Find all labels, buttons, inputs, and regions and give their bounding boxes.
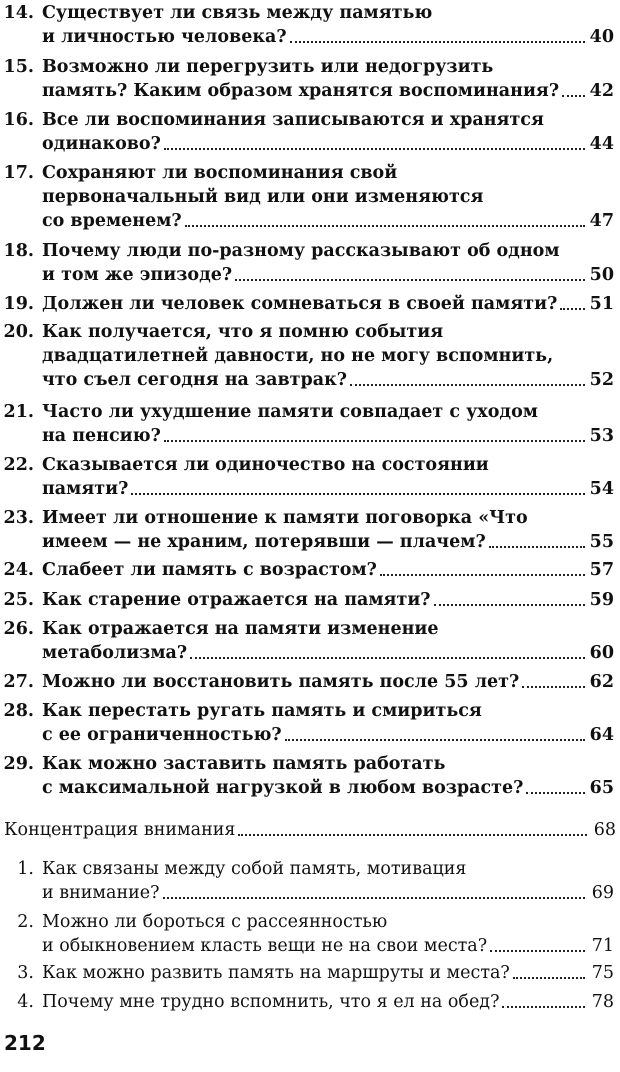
entry-title-text: Как связаны между собой память, мотивация xyxy=(42,859,467,879)
dot-leader xyxy=(238,834,587,836)
toc-entry xyxy=(0,910,614,958)
entry-number: 27. xyxy=(3,672,34,692)
dot-leader xyxy=(290,41,585,43)
dot-leader xyxy=(489,546,585,548)
entry-page-number: 62 xyxy=(589,672,614,692)
toc-entry-line xyxy=(0,670,614,694)
entry-title-text: Как получается, что я помню события xyxy=(42,322,444,342)
section-page-number: 68 xyxy=(593,820,616,840)
entry-number: 17. xyxy=(3,163,34,183)
toc-entry xyxy=(0,55,614,103)
dot-leader xyxy=(185,225,585,227)
entry-number: 22. xyxy=(3,455,34,475)
dot-leader xyxy=(502,1006,585,1008)
entry-page-number: 51 xyxy=(589,294,614,314)
toc-entry-line xyxy=(0,263,614,287)
entry-title-text: одинаково? xyxy=(42,134,161,154)
entry-title-text: с ее ограниченностью? xyxy=(42,725,282,745)
toc-entry-line xyxy=(0,239,614,263)
entry-page-number: 69 xyxy=(591,883,614,903)
toc-entry-line xyxy=(0,185,614,209)
dot-leader xyxy=(380,574,585,576)
entry-title-text: Почему люди по-разному рассказывают об одном xyxy=(42,241,560,261)
toc-entry-line xyxy=(0,453,614,477)
entry-title-text: Сказывается ли одиночество на состоянии xyxy=(42,455,489,475)
dot-leader xyxy=(434,604,585,606)
entry-page-number: 78 xyxy=(591,992,614,1012)
entry-title-text: метаболизма? xyxy=(42,643,188,663)
entry-title-text: Существует ли связь между памятью xyxy=(42,3,433,23)
entry-title-text: и обыкновением класть вещи не на свои места? xyxy=(42,936,488,956)
toc-entry xyxy=(0,108,614,156)
entry-title-text: Можно ли восстановить память после 55 лет? xyxy=(42,672,520,692)
entry-page-number: 75 xyxy=(591,963,614,983)
entry-number: 25. xyxy=(3,590,34,610)
dot-leader xyxy=(522,686,585,688)
toc-entry-line xyxy=(0,530,614,554)
entry-page-number: 44 xyxy=(589,134,614,154)
entry-number: 29. xyxy=(3,754,34,774)
toc-entry-line xyxy=(0,961,614,985)
toc-entry-line xyxy=(0,344,614,368)
entry-number: 3. xyxy=(17,963,34,983)
dot-leader xyxy=(190,657,585,659)
entry-title-text: Как можно заставить память работать xyxy=(42,754,446,774)
toc-entry-line xyxy=(0,132,614,156)
entry-page-number: 53 xyxy=(589,426,614,446)
toc-entry-line xyxy=(0,641,614,665)
toc-entry-line xyxy=(0,558,614,582)
entry-page-number: 55 xyxy=(589,532,614,552)
toc-entry-line xyxy=(0,617,614,641)
dot-leader xyxy=(560,308,585,310)
entry-number: 21. xyxy=(3,402,34,422)
entry-page-number: 59 xyxy=(589,590,614,610)
entry-title-text: память? Каким образом хранятся воспоминания? xyxy=(42,81,560,101)
dot-leader xyxy=(131,493,585,495)
toc-entry-line xyxy=(0,25,614,49)
toc-entry-line xyxy=(0,320,614,344)
entry-page-number: 50 xyxy=(589,265,614,285)
entry-page-number: 54 xyxy=(589,479,614,499)
entry-title-text: и внимание? xyxy=(42,883,160,903)
entry-page-number: 65 xyxy=(589,778,614,798)
toc-entry-line xyxy=(0,752,614,776)
dot-leader xyxy=(562,95,585,97)
toc-entry-line xyxy=(0,400,614,424)
entry-title-text: с максимальной нагрузкой в любом возрасте? xyxy=(42,778,524,798)
dot-leader xyxy=(235,279,585,281)
toc-entry xyxy=(0,961,614,985)
toc-entry-line xyxy=(0,723,614,747)
toc-entry-line xyxy=(0,161,614,185)
toc-entry xyxy=(0,161,614,233)
entry-number: 26. xyxy=(3,619,34,639)
toc-entry-line xyxy=(0,699,614,723)
entry-number: 2. xyxy=(17,912,34,932)
entry-page-number: 40 xyxy=(589,27,614,47)
entry-page-number: 71 xyxy=(591,936,614,956)
entry-title-text: Часто ли ухудшение памяти совпадает с уходом xyxy=(42,402,538,422)
toc-entry xyxy=(0,453,614,501)
entry-page-number: 47 xyxy=(589,211,614,231)
entry-title-text: Слабеет ли память с возрастом? xyxy=(42,560,377,580)
entry-number: 28. xyxy=(3,701,34,721)
toc-entry-line xyxy=(0,108,614,132)
entry-title-text: со временем? xyxy=(42,211,182,231)
entry-title-text: Сохраняют ли воспоминания свой xyxy=(42,163,398,183)
toc-entry xyxy=(0,558,614,582)
entry-number: 1. xyxy=(17,859,34,879)
entry-title-text: Имеет ли отношение к памяти поговорка «Что xyxy=(42,508,528,528)
toc-entry-line xyxy=(0,857,614,881)
entry-page-number: 42 xyxy=(589,81,614,101)
toc-entry xyxy=(0,506,614,554)
toc-entry xyxy=(0,699,614,747)
toc-entry-line xyxy=(0,506,614,530)
toc-entry xyxy=(0,292,614,316)
entry-page-number: 57 xyxy=(589,560,614,580)
entry-title-text: Возможно ли перегрузить или недогрузить xyxy=(42,57,494,77)
toc-entry xyxy=(0,990,614,1014)
entry-title-text: двадцатилетней давности, но не могу вспомнить, xyxy=(42,346,554,366)
entry-page-number: 64 xyxy=(589,725,614,745)
entry-number: 15. xyxy=(3,57,34,77)
toc-entry-line xyxy=(0,1,614,25)
toc-entry-line xyxy=(0,368,614,392)
entry-title-text: Как перестать ругать память и смириться xyxy=(42,701,482,721)
entry-title-text: памяти? xyxy=(42,479,129,499)
entry-number: 20. xyxy=(3,322,34,342)
entry-number: 14. xyxy=(3,3,34,23)
toc-entry-line xyxy=(0,292,614,316)
dot-leader xyxy=(526,792,585,794)
toc-entry xyxy=(0,320,614,392)
entry-number: 19. xyxy=(3,294,34,314)
dot-leader xyxy=(285,739,585,741)
toc-entry xyxy=(0,239,614,287)
entry-page-number: 52 xyxy=(589,370,614,390)
toc-entry-line xyxy=(0,424,614,448)
dot-leader xyxy=(513,977,585,979)
toc-entry-line xyxy=(0,776,614,800)
entry-title-text: имеем — не храним, потерявши — плачем? xyxy=(42,532,486,552)
dot-leader xyxy=(164,440,585,442)
toc-entry-line xyxy=(0,881,614,905)
toc-entry-line xyxy=(0,55,614,79)
dot-leader xyxy=(350,384,585,386)
entry-number: 4. xyxy=(17,992,34,1012)
toc-entry xyxy=(0,857,614,905)
entry-title-text: на пенсию? xyxy=(42,426,161,446)
dot-leader xyxy=(164,148,585,150)
section-heading xyxy=(4,818,616,842)
entry-title-text: Как можно развить память на маршруты и места? xyxy=(42,963,510,983)
entry-title-text: первоначальный вид или они изменяются xyxy=(42,187,484,207)
toc-entry xyxy=(0,588,614,612)
entry-page-number: 60 xyxy=(589,643,614,663)
toc-entry-line xyxy=(0,209,614,233)
toc-entry xyxy=(0,1,614,49)
toc-entry-line xyxy=(0,990,614,1014)
entry-number: 23. xyxy=(3,508,34,528)
entry-number: 24. xyxy=(3,560,34,580)
entry-title-text: что съел сегодня на завтрак? xyxy=(42,370,347,390)
toc-entry xyxy=(0,617,614,665)
toc-entry-line xyxy=(0,588,614,612)
section-title: Концентрация внимания xyxy=(4,820,236,840)
entry-number: 18. xyxy=(3,241,34,261)
toc-entry xyxy=(0,670,614,694)
entry-title-text: Как старение отражается на памяти? xyxy=(42,590,431,610)
entry-title-text: и том же эпизоде? xyxy=(42,265,233,285)
toc-entry xyxy=(0,752,614,800)
toc-entry xyxy=(0,400,614,448)
entry-title-text: Должен ли человек сомневаться в своей памяти? xyxy=(42,294,558,314)
entry-number: 16. xyxy=(3,110,34,130)
toc-entry-line xyxy=(0,79,614,103)
toc-entry-line xyxy=(0,477,614,501)
entry-title-text: Почему мне трудно вспомнить, что я ел на обед? xyxy=(42,992,500,1012)
page-number: 212 xyxy=(4,1031,46,1055)
entry-title-text: Все ли воспоминания записываются и хранятся xyxy=(42,110,544,130)
entry-title-text: Можно ли бороться с рассеянностью xyxy=(42,912,388,932)
dot-leader xyxy=(490,950,585,952)
dot-leader xyxy=(163,897,585,899)
entry-title-text: и личностью человека? xyxy=(42,27,287,47)
toc-entry-line xyxy=(0,910,614,934)
toc-entry-line xyxy=(0,934,614,958)
entry-title-text: Как отражается на памяти изменение xyxy=(42,619,439,639)
